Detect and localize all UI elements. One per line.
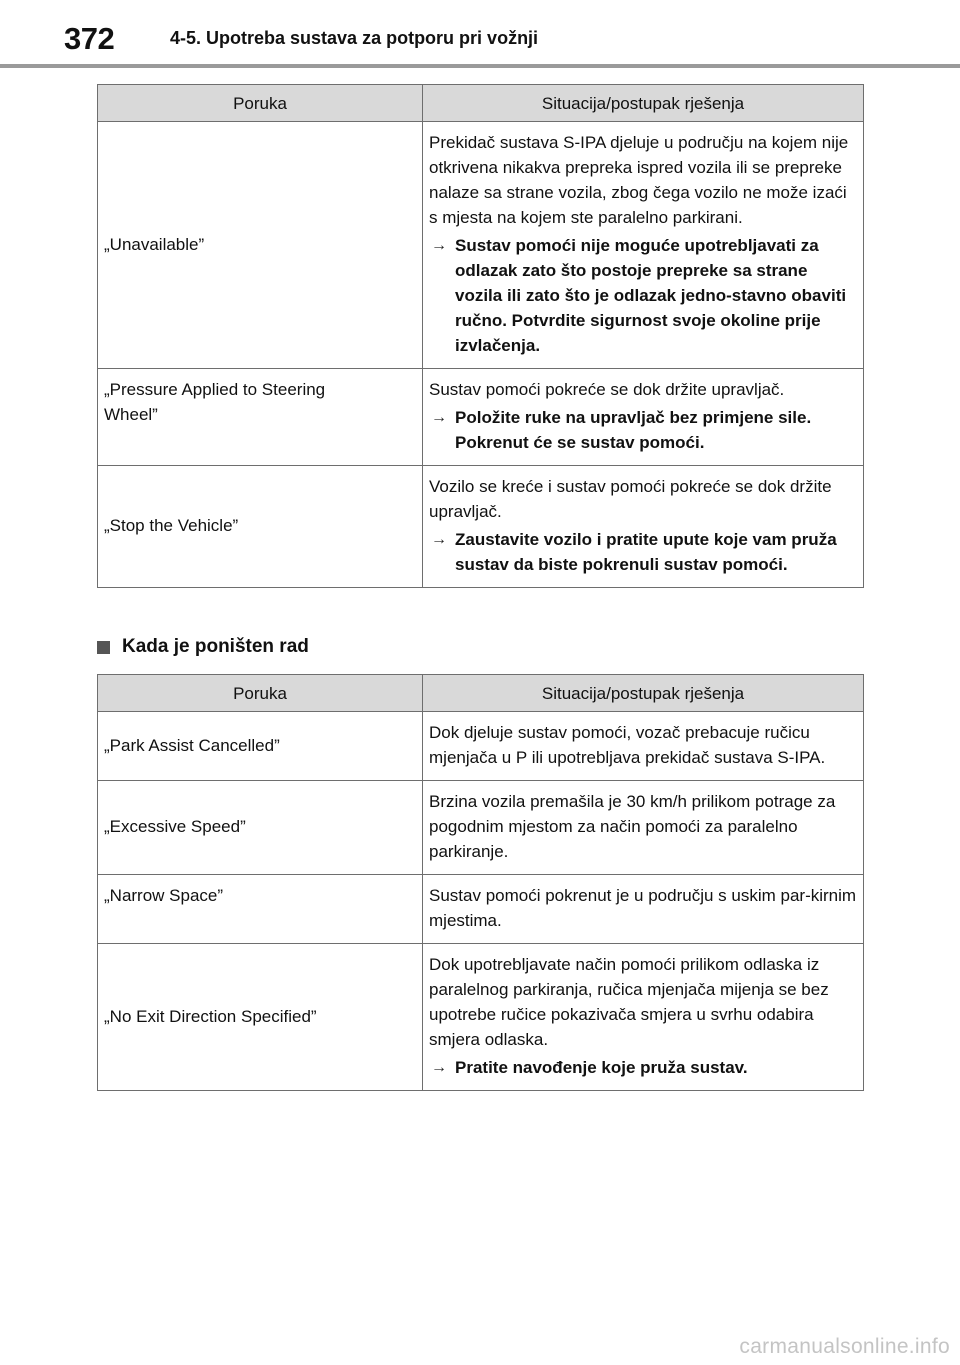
table-row bbox=[98, 944, 864, 1091]
situation-cell bbox=[423, 712, 864, 781]
message-cell: „Park Assist Cancelled” bbox=[98, 712, 423, 781]
table-row bbox=[98, 875, 864, 944]
arrow-icon: → bbox=[431, 409, 447, 426]
situation-text: Sustav pomoći pokrenut je u području s uskim par-kirnim mjestima. bbox=[429, 886, 857, 930]
message-line: „Pressure Applied to Steering bbox=[104, 380, 326, 399]
situation-cell bbox=[423, 369, 864, 466]
message-cell: „No Exit Direction Specified” bbox=[98, 944, 423, 1091]
action-text: Zaustavite vozilo i pratite upute koje vam pruža sustav da biste pokrenuli sustav pomoći. bbox=[455, 530, 837, 574]
action-step bbox=[429, 405, 857, 455]
action-text: Pratite navođenje koje pruža sustav. bbox=[455, 1058, 748, 1077]
messages-table-2 bbox=[97, 674, 864, 1091]
action-text: Sustav pomoći nije moguće upotrebljavati za odlazak zato što postoje prepreke sa strane vozila ili zato što je odlazak jedno-stavno obaviti ručno. Potvrdite sigurnost svoje okoline prije izvlačenja. bbox=[455, 236, 847, 355]
column-header-message: Poruka bbox=[98, 675, 423, 712]
table-row bbox=[98, 781, 864, 875]
column-header-situation: Situacija/postupak rješenja bbox=[423, 85, 864, 122]
situation-cell bbox=[423, 466, 864, 588]
action-text: Položite ruke na upravljač bez primjene sile. Pokrenut će se sustav pomoći. bbox=[455, 408, 812, 452]
table-row bbox=[98, 122, 864, 369]
message-line: Wheel” bbox=[104, 405, 158, 424]
situation-cell bbox=[423, 122, 864, 369]
table-row bbox=[98, 369, 864, 466]
message-cell bbox=[98, 369, 423, 466]
action-step bbox=[429, 1055, 857, 1080]
message-cell: „Narrow Space” bbox=[98, 875, 423, 944]
arrow-icon: → bbox=[431, 237, 447, 254]
message-cell: „Excessive Speed” bbox=[98, 781, 423, 875]
page-header bbox=[0, 0, 960, 68]
arrow-icon: → bbox=[431, 1059, 447, 1076]
column-header-situation: Situacija/postupak rješenja bbox=[423, 675, 864, 712]
situation-text: Dok djeluje sustav pomoći, vozač prebacuje ručicu mjenjača u P ili upotrebljava prekidač sustava S-IPA. bbox=[429, 723, 826, 767]
page-number: 372 bbox=[64, 21, 115, 56]
situation-cell bbox=[423, 781, 864, 875]
section-heading-text: Kada je poništen rad bbox=[122, 636, 309, 657]
messages-table-1 bbox=[97, 84, 864, 588]
chapter-title: 4-5. Upotreba sustava za potporu pri vožnji bbox=[170, 28, 539, 48]
message-cell: „Stop the Vehicle” bbox=[98, 466, 423, 588]
arrow-icon: → bbox=[431, 531, 447, 548]
column-header-message: Poruka bbox=[98, 85, 423, 122]
table-row bbox=[98, 466, 864, 588]
table-header-row bbox=[98, 675, 864, 712]
situation-text: Sustav pomoći pokreće se dok držite upravljač. bbox=[429, 380, 785, 399]
situation-text: Vozilo se kreće i sustav pomoći pokreće se dok držite upravljač. bbox=[429, 477, 832, 521]
action-step bbox=[429, 527, 857, 577]
message-cell: „Unavailable” bbox=[98, 122, 423, 369]
situation-text: Prekidač sustava S-IPA djeluje u području na kojem nije otkrivena nikakva prepreka ispred vozila ili se prepreke nalaze sa strane vozila, zbog čega vozilo ne može izaći s mjesta na kojem ste paralelno parkirani. bbox=[429, 133, 849, 227]
table-header-row bbox=[98, 85, 864, 122]
situation-text: Dok upotrebljavate način pomoći prilikom odlaska iz paralelnog parkiranja, ručica mjenjača mijenja se bez upotrebe ručice pokazivača smjera u svrhu odabira smjera odlaska. bbox=[429, 955, 829, 1049]
square-bullet-icon bbox=[97, 641, 110, 654]
section-heading bbox=[97, 636, 309, 658]
situation-text: Brzina vozila premašila je 30 km/h prilikom potrage za pogodnim mjestom za način pomoći za paralelno parkiranje. bbox=[429, 792, 836, 861]
watermark-text: carmanualsonline.info bbox=[739, 1335, 950, 1358]
table-row bbox=[98, 712, 864, 781]
situation-cell bbox=[423, 875, 864, 944]
situation-cell bbox=[423, 944, 864, 1091]
action-step bbox=[429, 233, 857, 358]
